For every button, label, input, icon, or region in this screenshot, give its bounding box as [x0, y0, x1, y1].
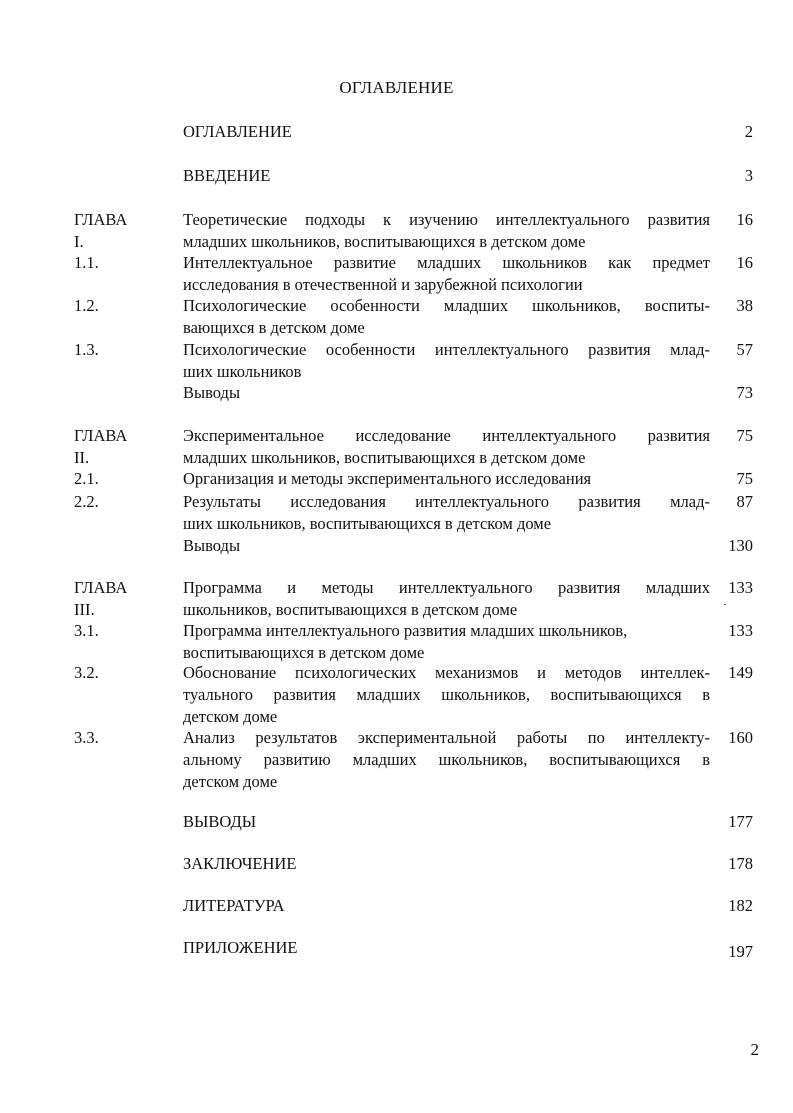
entry-line: детском доме	[183, 772, 278, 791]
entry-page: 2	[744, 122, 753, 141]
entry-line: ЗАКЛЮЧЕНИЕ	[183, 854, 297, 873]
entry-page: 38	[736, 296, 753, 315]
scan-speck	[724, 604, 726, 605]
entry-line: ВЫВОДЫ	[183, 812, 257, 831]
entry-number: 1.3.	[74, 340, 99, 359]
entry-line: ВВЕДЕНИЕ	[183, 166, 271, 185]
entry-page: 178	[728, 854, 753, 873]
entry-line: Анализ результатов экспериментальной работы по интеллекту-	[183, 728, 710, 747]
entry-number: 2.2.	[74, 492, 99, 511]
entry-line: воспитывающихся в детском доме	[183, 643, 425, 662]
entry-number: 1.2.	[74, 296, 99, 315]
entry-line: Психологические особенности младших школьников, воспиты-	[183, 296, 710, 315]
entry-page: 87	[736, 492, 753, 511]
entry-line: младших школьников, воспитывающихся в детском доме	[183, 232, 586, 251]
entry-line: Теоретические подходы к изучению интеллектуального развития	[183, 210, 710, 229]
entry-line: младших школьников, воспитывающихся в детском доме	[183, 448, 586, 467]
entry-line: Интеллектуальное развитие младших школьников как предмет	[183, 253, 710, 272]
entry-line: Экспериментальное исследование интеллектуального развития	[183, 426, 710, 445]
entry-page: 133	[728, 621, 753, 640]
entry-number: 1.1.	[74, 253, 99, 272]
entry-page: 149	[728, 663, 753, 682]
entry-page: 75	[736, 469, 753, 488]
entry-line: вающихся в детском доме	[183, 318, 365, 337]
entry-line: Программа и методы интеллектуального развития младших	[183, 578, 710, 597]
entry-number: 3.3.	[74, 728, 99, 747]
entry-line: альному развитию младших школьников, воспитывающихся в	[183, 750, 710, 769]
entry-number: 2.1.	[74, 469, 99, 488]
entry-number: 3.2.	[74, 663, 99, 682]
entry-line: ших школьников	[183, 362, 302, 381]
page-number: 2	[750, 1040, 759, 1059]
entry-line: ЛИТЕРАТУРА	[183, 896, 285, 915]
entry-number: ГЛАВА II.	[74, 426, 128, 467]
entry-page: 182	[728, 896, 753, 915]
entry-page: 133	[728, 578, 753, 597]
entry-line: ОГЛАВЛЕНИЕ	[183, 122, 292, 141]
entry-line: Организация и методы экспериментального исследования	[183, 469, 592, 488]
entry-line: Выводы	[183, 383, 241, 402]
entry-page: 75	[736, 426, 753, 445]
entry-line: детском доме	[183, 707, 278, 726]
entry-line: ПРИЛОЖЕНИЕ	[183, 938, 298, 957]
entry-page: 130	[728, 536, 753, 555]
entry-page: 197	[728, 942, 753, 961]
toc-title: ОГЛАВЛЕНИЕ	[339, 78, 454, 97]
entry-line: Психологические особенности интеллектуального развития млад-	[183, 340, 710, 359]
entry-line: Обоснование психологических механизмов и методов интеллек-	[183, 663, 710, 682]
entry-page: 16	[736, 253, 753, 272]
entry-line: ших школьников, воспитывающихся в детском доме	[183, 514, 552, 533]
entry-line: Выводы	[183, 536, 241, 555]
entry-line: исследования в отечественной и зарубежной психологии	[183, 275, 583, 294]
entry-number: 3.1.	[74, 621, 99, 640]
entry-line: Программа интеллектуального развития младших школьников,	[183, 621, 628, 640]
entry-page: 3	[744, 166, 753, 185]
entry-page: 160	[728, 728, 753, 747]
entry-number: ГЛАВА I.	[74, 210, 128, 251]
entry-number: ГЛАВА III.	[74, 578, 128, 619]
entry-page: 177	[728, 812, 753, 831]
entry-page: 57	[736, 340, 753, 359]
entry-line: школьников, воспитывающихся в детском доме	[183, 600, 518, 619]
entry-page: 16	[736, 210, 753, 229]
entry-line: туального развития младших школьников, воспитывающихся в	[183, 685, 710, 704]
entry-page: 73	[736, 383, 753, 402]
entry-line: Результаты исследования интеллектуального развития млад-	[183, 492, 710, 511]
